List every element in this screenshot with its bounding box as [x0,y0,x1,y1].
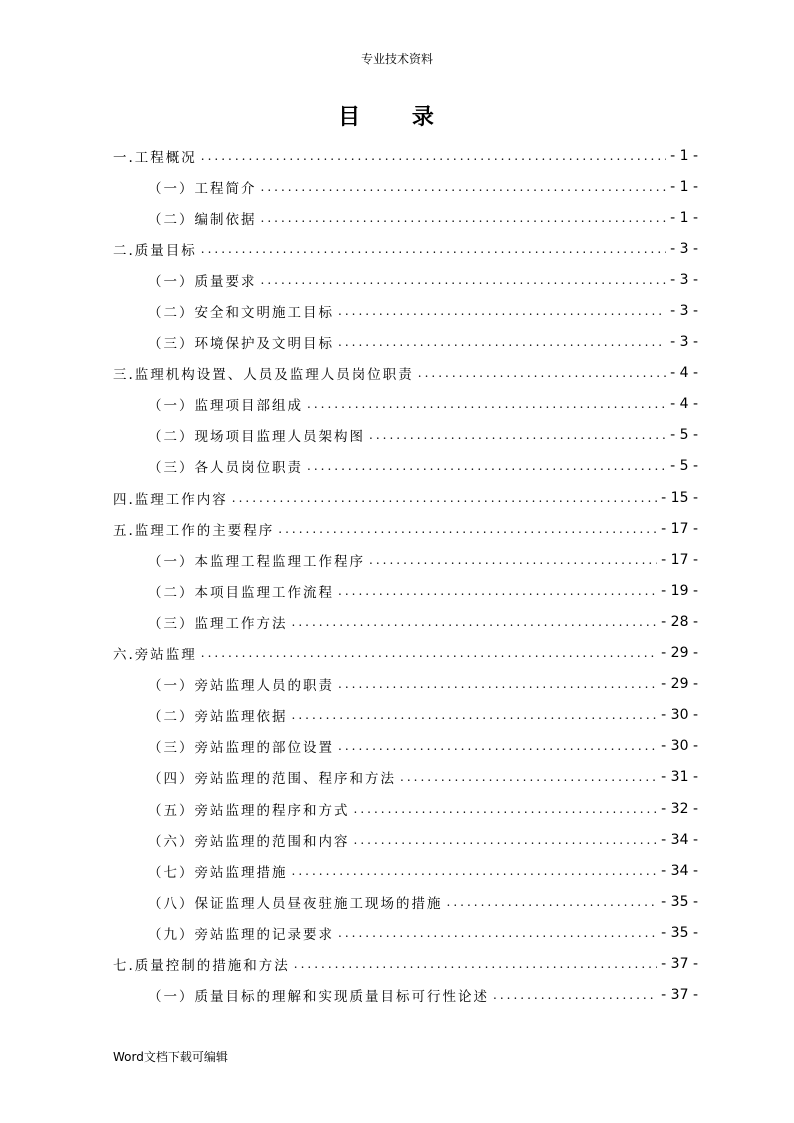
toc-entry-label: （二）安全和文明施工目标 [148,305,334,322]
toc-leader-dots [493,988,657,1002]
toc-leader-dots [338,739,657,753]
toc-entry-label: （三）监理工作方法 [148,615,288,632]
toc-entry-label: （二）现场项目监理人员架构图 [148,429,365,446]
toc-entry-page: - 35 - [661,893,698,910]
toc-entry-page: - 1 - [670,209,698,226]
toc-entry-page: - 31 - [661,769,698,786]
toc-entry-page: - 29 - [661,645,698,662]
toc-entry-page: - 37 - [661,955,698,972]
toc-entry-page: - 29 - [661,676,698,693]
toc-entry-page: - 34 - [661,831,698,848]
toc-leader-dots [338,584,657,598]
toc-entry[interactable] [113,295,698,326]
toc-leader-dots [369,553,657,567]
toc-entry[interactable] [113,358,698,389]
toc-leader-dots [338,677,657,691]
toc-leader-dots [369,428,666,442]
toc-entry-label: （八）保证监理人员昼夜驻施工现场的措施 [148,895,443,912]
toc-entry-label: （一）本监理工程监理工作程序 [148,553,365,570]
toc-entry-label: （一）监理项目部组成 [148,398,303,415]
page-footer: Word文档下载可编辑 [113,1050,228,1064]
toc-entry[interactable] [113,513,698,544]
toc-entry-page: - 17 - [661,520,698,537]
toc-entry-label: （七）旁站监理措施 [148,864,288,881]
toc-entry-label: （三）旁站监理的部位设置 [148,740,334,757]
toc-leader-dots [261,273,667,287]
toc-entry-label: （四）旁站监理的范围、程序和方法 [148,771,396,788]
toc-entry[interactable] [113,544,698,575]
toc-entry[interactable] [113,482,698,513]
toc-entry-page: - 30 - [661,738,698,755]
toc-entry-label: （三）各人员岗位职责 [148,460,303,477]
toc-entry-page: - 34 - [661,862,698,879]
toc-entry-page: - 19 - [661,582,698,599]
toc-entry-page: - 15 - [661,489,698,506]
toc-entry-page: - 32 - [661,800,698,817]
toc-entry[interactable] [113,420,698,451]
toc-leader-dots [201,242,666,256]
toc-entry-page: - 3 - [670,271,698,288]
toc-entry-label: 四.监理工作内容 [113,491,228,508]
toc-entry[interactable] [113,980,698,1011]
toc-entry-label: 一.工程概况 [113,149,197,166]
toc-entry-label: 三.监理机构设置、人员及监理人员岗位职责 [113,367,414,384]
toc-leader-dots [354,833,658,847]
toc-entry[interactable] [113,606,698,637]
toc-leader-dots [307,397,666,411]
toc-entry-label: （二）旁站监理依据 [148,709,288,726]
toc-leader-dots [278,522,657,536]
toc-entry[interactable] [113,327,698,358]
toc-leader-dots [294,957,657,971]
toc-entry[interactable] [113,575,698,606]
toc-entry-page: - 3 - [670,334,698,351]
toc-leader-dots [338,335,666,349]
toc-leader-dots [201,149,666,163]
toc-leader-dots [292,864,658,878]
toc-entry[interactable] [113,140,698,171]
toc-entry[interactable] [113,886,698,917]
toc-entry-page: - 30 - [661,707,698,724]
toc-entry-label: （三）环境保护及文明目标 [148,336,334,353]
toc-entry-label: （九）旁站监理的记录要求 [148,926,334,943]
toc-leader-dots [261,211,667,225]
toc-entry-page: - 28 - [661,613,698,630]
toc-entry[interactable] [113,171,698,202]
toc-entry-label: （一）工程简介 [148,180,257,197]
toc-leader-dots [307,459,666,473]
toc-leader-dots [338,926,657,940]
toc-leader-dots [354,802,658,816]
toc-entry-label: （一）质量要求 [148,273,257,290]
toc-leader-dots [201,646,657,660]
toc-entry-page: - 5 - [670,458,698,475]
toc-entry[interactable] [113,700,698,731]
toc-entry-page: - 1 - [670,147,698,164]
toc-entry[interactable] [113,233,698,264]
toc-entry-label: （二）本项目监理工作流程 [148,584,334,601]
toc-leader-dots [447,895,658,909]
toc-entry-label: （五）旁站监理的程序和方式 [148,802,350,819]
toc-entry[interactable] [113,669,698,700]
toc-leader-dots [261,180,667,194]
toc-entry[interactable] [113,762,698,793]
toc-entry-label: 六.旁站监理 [113,647,197,664]
toc-entry-label: 七.质量控制的措施和方法 [113,957,290,974]
toc-entry[interactable] [113,855,698,886]
page-header: 专业技术资料 [360,52,433,66]
page-title: 目 录 [338,104,456,130]
toc-entry-page: - 35 - [661,924,698,941]
toc-leader-dots [292,615,658,629]
toc-entry[interactable] [113,793,698,824]
toc-entry[interactable] [113,731,698,762]
toc-leader-dots [232,491,657,505]
toc-entry[interactable] [113,824,698,855]
toc-entry-page: - 4 - [670,396,698,413]
toc-entry-label: （六）旁站监理的范围和内容 [148,833,350,850]
toc-entry-label: （一）质量目标的理解和实现质量目标可行性论述 [148,989,489,1006]
toc-entry-page: - 17 - [661,551,698,568]
toc-entry-page: - 3 - [670,303,698,320]
toc-entry[interactable] [113,948,698,979]
toc-entry-page: - 3 - [670,240,698,257]
toc-entry-page: - 5 - [670,427,698,444]
toc-entry-page: - 37 - [661,987,698,1004]
toc-entry[interactable] [113,202,698,233]
toc-leader-dots [418,366,666,380]
toc-entry[interactable] [113,389,698,420]
toc-entry[interactable] [113,638,698,669]
toc-entry-label: 二.质量目标 [113,242,197,259]
toc-entry[interactable] [113,917,698,948]
toc-entry[interactable] [113,264,698,295]
toc-leader-dots [292,708,658,722]
toc-entry-label: （一）旁站监理人员的职责 [148,678,334,695]
table-of-contents [113,140,698,1011]
toc-entry-page: - 1 - [670,178,698,195]
toc-entry-label: （二）编制依据 [148,211,257,228]
toc-entry-page: - 4 - [670,365,698,382]
toc-leader-dots [338,304,666,318]
toc-entry-label: 五.监理工作的主要程序 [113,522,275,539]
toc-leader-dots [400,770,657,784]
toc-entry[interactable] [113,451,698,482]
